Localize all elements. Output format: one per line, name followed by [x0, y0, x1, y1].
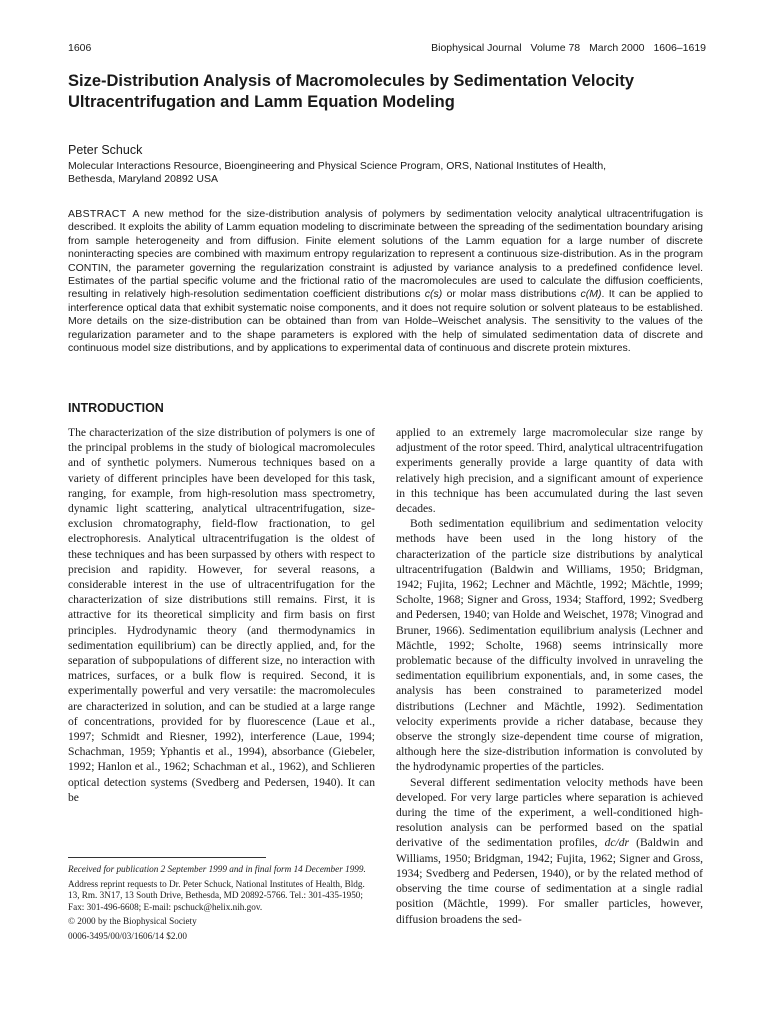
footnote-divider: [68, 857, 266, 858]
abstract-symbol-cm: c(M): [580, 288, 602, 301]
running-head: [425, 42, 706, 54]
journal-name: Biophysical Journal: [431, 42, 522, 54]
page-range: 1606–1619: [653, 42, 706, 54]
abstract-text: or molar mass distributions: [442, 288, 581, 301]
body-paragraph: applied to an extremely large macromolecular size range by adjustment of the rotor speed. Third, analytical ultracentrifugation experiments generally provide a large quantity of data with relatively high precision, and a significant amount of experience in this technique has been accumulated during the last seven decades.: [396, 426, 703, 516]
affiliation-line: Bethesda, Maryland 20892 USA: [68, 172, 219, 185]
article-title: Size-Distribution Analysis of Macromolecules by Sedimentation Velocity Ultracentrifugation and Lamm Equation Modeling: [68, 72, 635, 111]
abstract: [68, 208, 703, 355]
page-number: 1606: [68, 42, 92, 54]
section-heading-introduction: INTRODUCTION: [68, 401, 164, 415]
abstract-text: A new method for the size-distribution analysis of polymers by sedimentation velocity analytical ultracentrifugation is described. It exploits the ability of Lamm equation modeling to discriminate between the spreading of the sedimentation boundary arising from sample heterogeneity and from diffusion. Finite element solutions of the Lamm equation for a large number of discrete noninteracting species are combined with maximum entropy regularization to represent a continuous size-distribution. As in the program CONTIN, the parameter governing the regularization constraint is adjusted by variance analysis to a predefined confidence level. Estimates of the partial specific volume and the frictional ratio of the macromolecules are used to calculate the diffusion coefficients, resulting in relatively high-resolution sedimentation coefficient distributions: [68, 208, 703, 301]
received-note: Received for publication 2 September 1999 and in final form 14 December 1999.: [68, 864, 366, 874]
reprint-note: Address reprint requests to Dr. Peter Schuck, National Institutes of Health, Bldg. 13, Rm. 3N17, 13 South Drive, Bethesda, MD 20892-5766. Tel.: 301-435-1950; Fax: 301-496-6608; E-mail: pschuck@helix.nih.gov.: [68, 878, 365, 912]
abstract-symbol-cs: c(s): [424, 288, 443, 301]
body-text: (Baldwin and Williams, 1950; Bridgman, 1942; Fujita, 1962; Signer and Gross, 1934; Svedberg and Pedersen, 1940), or by the related method of observing the time course of sedimentation at a single radial position (Mächtle, 1999). For smaller particles, however, diffusion broadens the sed-: [396, 836, 703, 926]
author-affiliation: [68, 160, 708, 185]
copyright-note: © 2000 by the Biophysical Society: [68, 916, 197, 927]
author-name: Peter Schuck: [68, 143, 143, 157]
abstract-label: ABSTRACT: [68, 208, 127, 220]
affiliation-line: Molecular Interactions Resource, Bioengineering and Physical Science Program, ORS, National Institutes of Health,: [68, 160, 607, 172]
footnotes: [68, 864, 375, 946]
column-left: [68, 425, 375, 805]
body-paragraph: [396, 775, 703, 927]
column-right: [396, 425, 703, 927]
body-paragraph: The characterization of the size distribution of polymers is one of the principal problems in the study of biological macromolecules and of synthetic polymers. Numerous techniques based on a variety of different principles have been developed for this task, ranging, for example, from high-resolution mass spectrometry, dynamic light scattering, analytical ultracentrifugation, size-exclusion chromatography, field-flow fractionation, to gel electrophoresis. Analytical ultracentrifugation is the oldest of these techniques and has been surpassed by others with respect to precision and rapidity. However, for several reasons, a considerable interest in the use of ultracentrifugation for the characterization of size distributions still remains. First, it is attractive for its theoretical simplicity and firm basis on first principles. Hydrodynamic theory (and thermodynamics in sedimentation equilibrium) can be directly applied, and, for the separation of subpopulations of different size, no interaction with matrices, surfaces, or a bulk flow is required. Second, it is experimentally powerful and very versatile: the macromolecules are characterized in solution, and can be studied at a large range of concentrations, provided for by fluorescence (Laue et al., 1997; Schmidt and Riesner, 1992), interference (Laue, 1994; Schachman, 1959; Yphantis et al., 1994), absorbance (Giebeler, 1992; Hanlon et al., 1962; Schachman et al., 1962), and Schlieren optical detection systems (Svedberg and Pedersen, 1940). It can be: [68, 426, 375, 804]
journal-date: March 2000: [589, 42, 645, 54]
body-text: Several different sedimentation velocity methods have been developed. For very large particles where separation is achieved during the time of the experiment, a well-conditioned high-resolution analysis can be performed based on the spatial derivative of the sedimentation profiles,: [396, 775, 703, 850]
article-code: 0006-3495/00/03/1606/14 $2.00: [68, 930, 187, 941]
body-paragraph: Both sedimentation equilibrium and sedimentation velocity methods have been used in the long history of the characterization of the particle size distributions by analytical ultracentrifugation (Baldwin and Williams, 1950; Bridgman, 1942; Fujita, 1962; Lechner and Mächtle, 1992; Mächtle, 1999; Scholte, 1968; Signer and Gross, 1934; Stafford, 1992; Svedberg and Pedersen, 1940; van Holde and Weischet, 1978; Vinograd and Bruner, 1966). Sedimentation equilibrium analysis (Lechner and Mächtle, 1992; Scholte, 1968) seems intrinsically more problematic because of the difficulty involved in unraveling the sedimentation equilibrium exponentials, and, in some cases, the analysis has been constrained to parameterized model distributions (Lechner and Mächtle, 1992). Sedimentation velocity experiments provide a richer database, because they observe the strongly size-dependent time course of migration, although here the size-distribution information is convoluted by the hydrodynamic properties of the particles.: [396, 517, 703, 774]
abstract-text: . It can be applied to interference optical data that exhibit systematic noise components, and it does not require solution or solvent plateaus to be established. More details on the size-distribution can be obtained than from van Holde–Weischet analysis. The sensitivity to the values of the regularization parameter and to the shape parameters is explored with the help of simulated sedimentation data of discrete and continuous model size distributions, and by applications to experimental data of continuous and discrete protein mixtures.: [68, 288, 703, 355]
math-symbol-dcdr: dc/dr: [604, 836, 630, 850]
journal-volume: Volume 78: [530, 42, 581, 54]
